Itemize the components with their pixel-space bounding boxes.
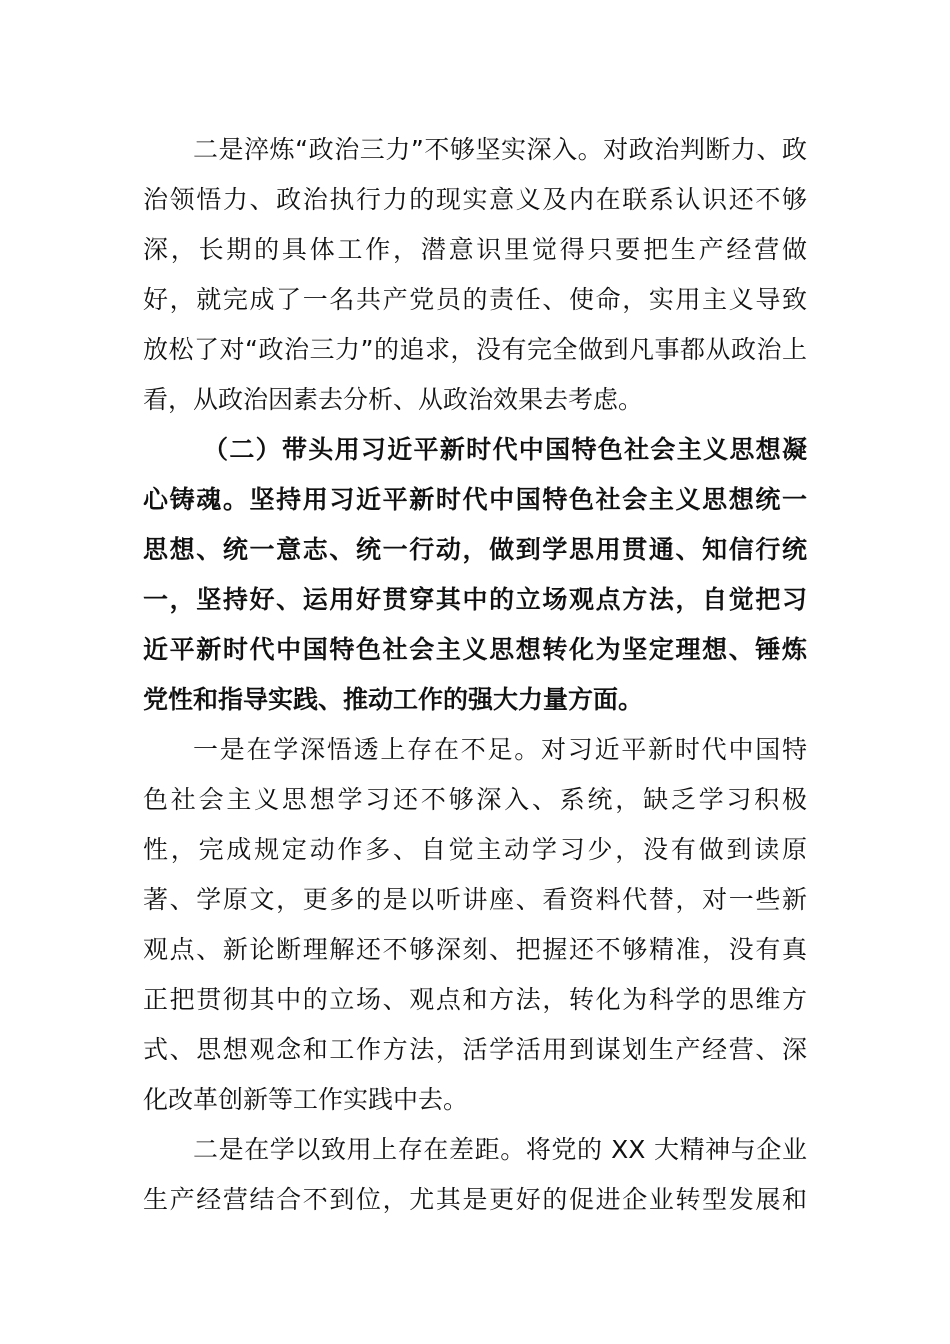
text-line: 心铸魂。坚持用习近平新时代中国特色社会主义思想统一 <box>143 485 807 514</box>
text-line: 近平新时代中国特色社会主义思想转化为坚定理想、锤炼 <box>143 635 807 664</box>
text-line: 思想、统一意志、统一行动，做到学思用贯通、知信行统 <box>143 535 807 564</box>
text-line: 一，坚持好、运用好贯穿其中的立场观点方法，自觉把习 <box>143 585 807 614</box>
text-line: 治领悟力、政治执行力的现实意义及内在联系认识还不够 <box>143 185 807 214</box>
text-line: 二是在学以致用上存在差距。将党的 XX 大精神与企业 <box>193 1135 807 1164</box>
text-line: 二是淬炼“政治三力”不够坚实深入。对政治判断力、政 <box>193 135 807 164</box>
text-line: 深，长期的具体工作，潜意识里觉得只要把生产经营做 <box>143 235 807 264</box>
text-line: 式、思想观念和工作方法，活学活用到谋划生产经营、深 <box>143 1035 807 1064</box>
text-line: 性，完成规定动作多、自觉主动学习少，没有做到读原 <box>143 835 807 864</box>
text-line: 色社会主义思想学习还不够深入、系统，缺乏学习积极 <box>143 785 807 814</box>
paragraph-apply-learning <box>143 1125 807 1225</box>
text-line: 生产经营结合不到位，尤其是更好的促进企业转型发展和 <box>143 1185 807 1214</box>
paragraph-study-depth <box>143 725 807 1125</box>
paragraph-political-three-forces <box>143 125 807 425</box>
text-line: 党性和指导实践、推动工作的强大力量方面。 <box>143 685 644 714</box>
text-line: （二）带头用习近平新时代中国特色社会主义思想凝 <box>203 435 807 464</box>
text-line: 看，从政治因素去分析、从政治效果去考虑。 <box>143 385 644 414</box>
text-line: 观点、新论断理解还不够深刻、把握还不够精准，没有真 <box>143 935 807 964</box>
text-line: 放松了对“政治三力”的追求，没有完全做到凡事都从政治上 <box>143 335 807 364</box>
text-line: 好，就完成了一名共产党员的责任、使命，实用主义导致 <box>143 285 807 314</box>
text-line: 一是在学深悟透上存在不足。对习近平新时代中国特 <box>193 735 807 764</box>
section-heading-paragraph <box>143 425 807 725</box>
text-line: 著、学原文，更多的是以听讲座、看资料代替，对一些新 <box>143 885 807 914</box>
text-line: 正把贯彻其中的立场、观点和方法，转化为科学的思维方 <box>143 985 807 1014</box>
text-line: 化改革创新等工作实践中去。 <box>143 1085 469 1114</box>
document-body <box>143 125 807 1225</box>
